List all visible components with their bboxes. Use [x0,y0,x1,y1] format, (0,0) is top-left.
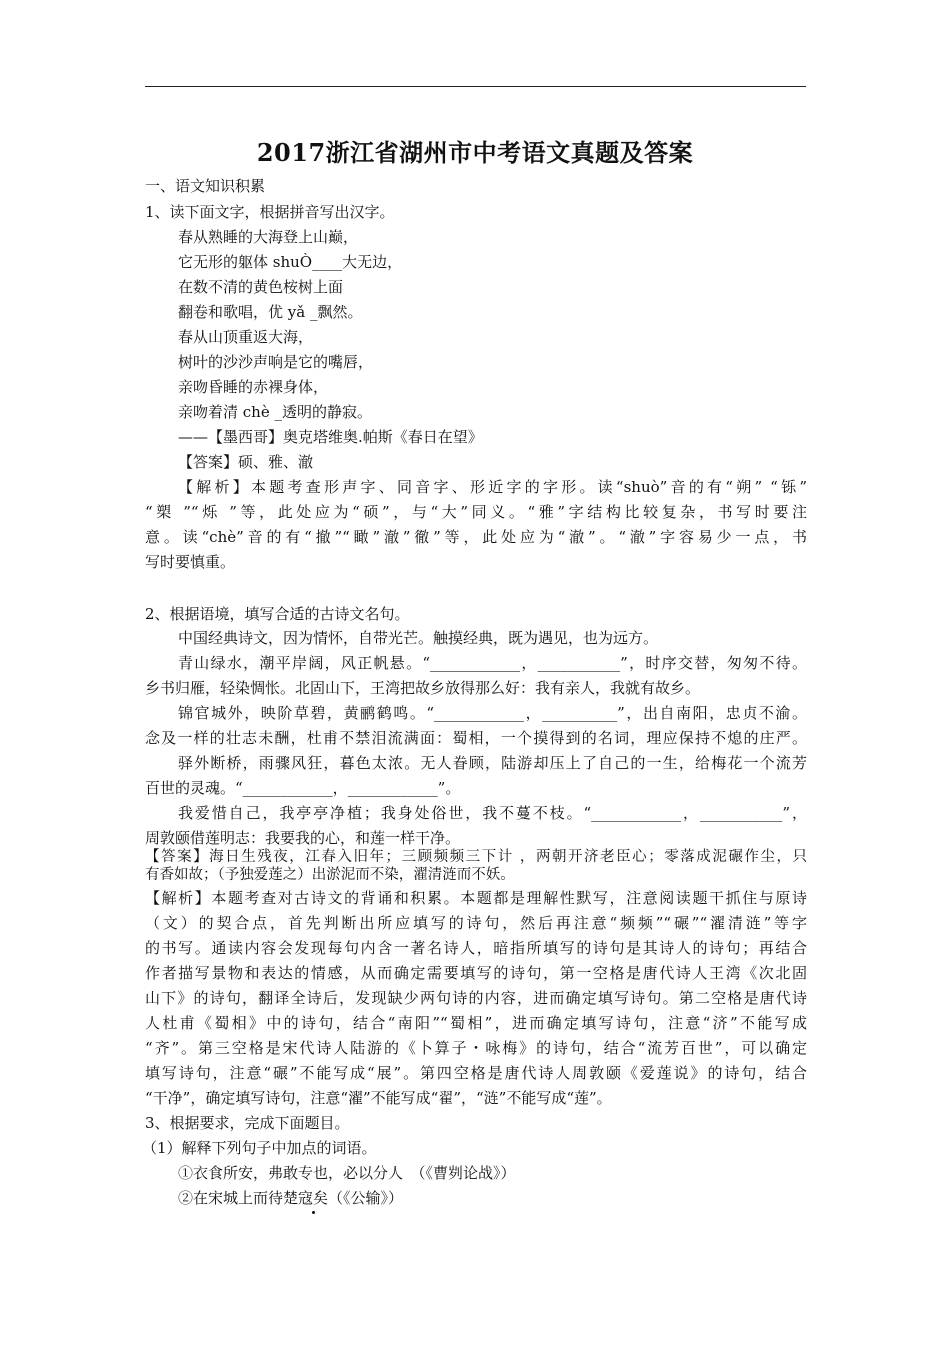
emphasis-dot [312,1211,315,1214]
poem-source: ——【墨西哥】奥克塔维奥.帕斯《春日在望》 [178,428,483,446]
q3-item: ①衣食所安，弗敢专也，必以分人 （《曹刿论战》） [178,1164,516,1182]
analysis-1-line: “槊 ”“烁 ”等，此处应为“硕”，与“大”同义。“雅”字结构比较复杂，书写时要注 [145,503,807,521]
q2-paragraph-line: 中国经典诗文，因为情怀，自带光芒。触摸经典，既为遇见，也为远方。 [178,629,659,647]
analysis-2-line: 的书写。通读内容会发现每句内含一著名诗人，暗指所填写的诗句是其诗人的诗句；再结合 [145,939,807,957]
poem-line: 亲吻着清 chè _透明的静寂。 [178,403,372,421]
analysis-2-line: 填写诗句，注意“碾”不能写成“展”。第四空格是唐代诗人周敦颐《爱莲说》的诗句，结合 [145,1064,807,1082]
q2-paragraph-line: 青山绿水，潮平岸阔，风正帆悬。“____________，___________”，时序交替，匆匆不待。 [178,654,807,672]
q2-paragraph-line: 乡书归雁，轻染惆怅。北固山下，王湾把故乡放得那么好：我有亲人，我就有故乡。 [145,679,701,697]
question-2-prompt: 2、根据语境，填写合适的古诗文名句。 [145,605,410,623]
analysis-2-line: （文）的契合点，首先判断出所应填写的诗句，然后再注意“频频”“碾”“濯清涟”等字 [145,914,807,932]
poem-line: 翻卷和歌唱，优 yǎ _飘然。 [178,303,363,321]
header-rule [145,86,806,87]
question-3-sub1: （1）解释下列句子中加点的词语。 [142,1139,377,1157]
q2-paragraph-line: 驿外断桥，雨骤风狂，暮色太浓。无人眷顾，陆游却压上了自己的一生，给梅花一个流芳 [178,754,807,772]
poem-line: 春从熟睡的大海登上山巅， [178,228,359,246]
poem-line: 春从山顶重返大海， [178,328,314,346]
q2-paragraph-line: 周敦颐借莲明志：我要我的心，和莲一样干净。 [145,829,461,847]
poem-line: 在数不清的黄色桉树上面 [178,278,344,296]
analysis-2-line: 人杜甫《蜀相》中的诗句，结合“南阳”“蜀相”，进而确定填写诗句，注意“济”不能写成 [145,1014,807,1032]
question-3-prompt: 3、根据要求，完成下面题目。 [145,1114,350,1132]
question-1-prompt: 1、读下面文字，根据拼音写出汉字。 [145,203,395,221]
analysis-1-line: 写时要慎重。 [145,553,236,571]
answer-1: 【答案】硕、雅、澈 [178,453,314,471]
q2-paragraph-line: 我爱惜自己，我亭亭净植；我身处俗世，我不蔓不枝。“____________，___________”， [178,804,807,822]
analysis-1-line: 意。读“chè”音的有“撤”“瞰”澈”徹”等，此处应为“澈”。“澈”字容易少一点，书 [145,528,807,546]
poem-line: 它无形的躯体 shuÒ____大无边， [178,253,403,271]
page-title: 2017浙江省湖州市中考语文真题及答案 [256,138,694,167]
q2-paragraph-line: 百世的灵魂。“____________，____________”。 [145,779,461,797]
analysis-2-line: 作者描写景物和表达的情感，从而确定需要填写的诗句，第一空格是唐代诗人王湾《次北固 [145,964,807,982]
poem-line: 树叶的沙沙声响是它的嘴唇， [178,353,374,371]
q2-paragraph-line: 锦官城外，映阶草碧，黄鹂鹤鸣。“____________，__________”，出自南阳，忠贞不渝。 [178,704,807,722]
analysis-2-line: 山下》的诗句，翻译全诗后，发现缺少两句诗的内容，进而确定填写诗句。第二空格是唐代诗 [145,989,807,1007]
analysis-2-line: “干净”，确定填写诗句，注意“濯”不能写成“翟”，“涟”不能写成“莲”。 [145,1089,612,1107]
q3-item: ②在宋城上而待楚寇矣（《公输》） [178,1189,404,1207]
analysis-2-line: “齐”。第三空格是宋代诗人陆游的《卜算子・咏梅》的诗句，结合“流芳百世”，可以确定 [145,1039,807,1057]
analysis-1-line: 【解析】本题考查形声字、同音字、形近字的字形。读“shuò”音的有“朔” “铄” [178,478,807,496]
answer-2-line: 【答案】海日生残夜，江春入旧年；三顾频频三下计 ，两朝开济老臣心；零落成泥碾作尘，只 [145,849,807,865]
q2-paragraph-line: 念及一样的壮志未酬，杜甫不禁泪流满面：蜀相，一个摸得到的名词，理应保持不熄的庄严。 [145,729,807,747]
analysis-2-line: 【解析】本题考查对古诗文的背诵和积累。本题都是理解性默写，注意阅读题干抓住与原诗 [145,889,807,907]
section-heading: 一、语文知识积累 [145,177,266,195]
answer-2-line: 有香如故；（予独爱莲之）出淤泥而不染，濯清涟而不妖。 [145,867,515,883]
poem-line: 亲吻昏睡的赤裸身体， [178,378,329,396]
